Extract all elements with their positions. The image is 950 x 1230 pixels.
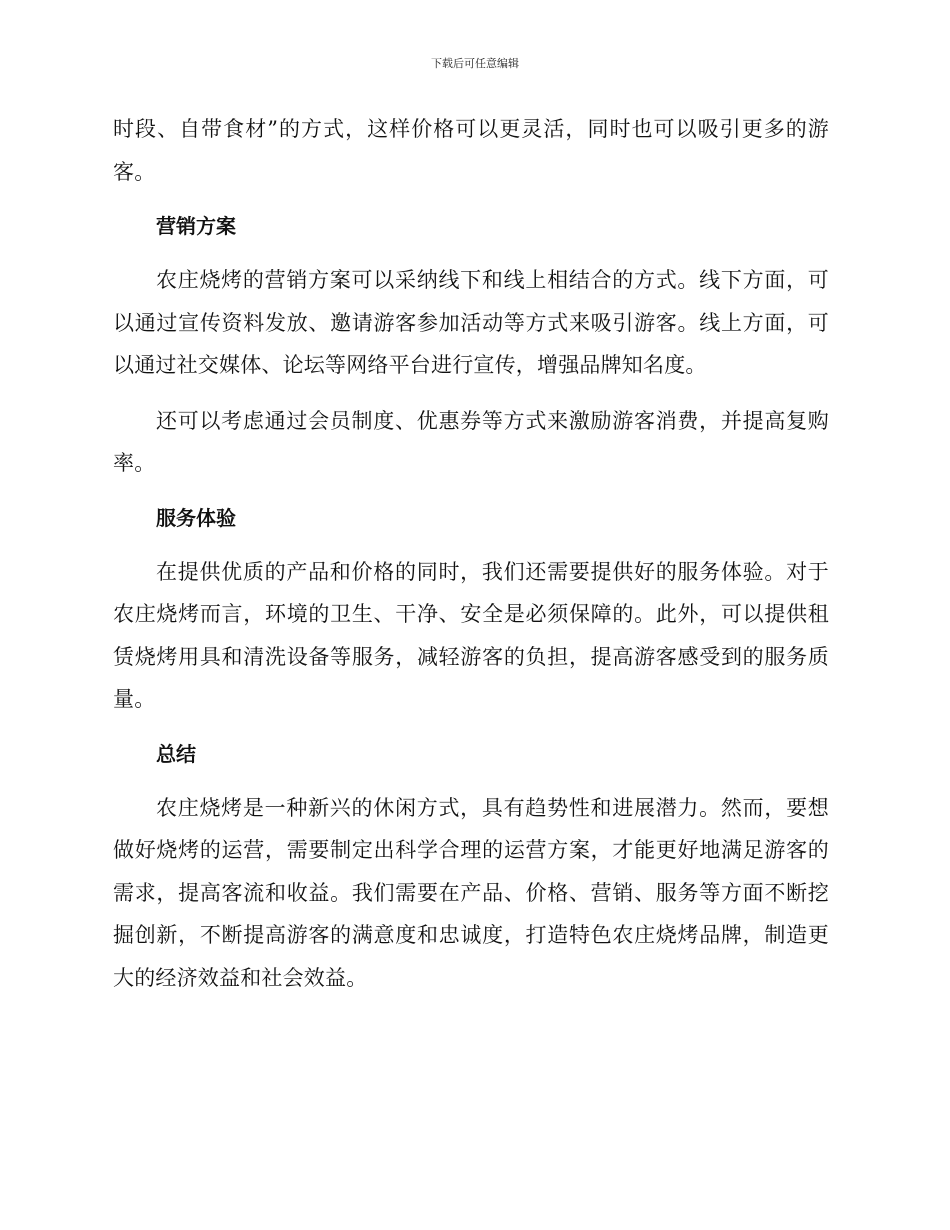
- heading-marketing: 营销方案: [156, 214, 236, 238]
- paragraph-continued: 时段、自带食材”的方式，这样价格可以更灵活，同时也可以吸引更多的游客。: [113, 117, 829, 184]
- paragraph-summary: 农庄烧烤是一种新兴的休闲方式，具有趋势性和进展潜力。然而，要想做好烧烤的运营，需要制定出科学合理的运营方案，才能更好地满足游客的需求，提高客流和收益。我们需要在产品、价格、营销、服务等方面不断挖掘创新，不断提高游客的满意度和忠诚度，打造特色农庄烧烤品牌，制造更大的经济效益和社会效益。: [113, 795, 829, 990]
- paragraph-membership: 还可以考虑通过会员制度、优惠券等方式来激励游客消费，并提高复购率。: [113, 408, 829, 475]
- heading-service: 服务体验: [156, 505, 236, 530]
- heading-summary: 总结: [156, 741, 196, 766]
- document-body: [113, 108, 829, 999]
- paragraph-marketing-plan: 农庄烧烤的营销方案可以采纳线下和线上相结合的方式。线下方面，可以通过宣传资料发放、邀请游客参加活动等方式来吸引游客。线上方面，可以通过社交媒体、论坛等网络平台进行宣传，增强品牌知名度。: [113, 268, 829, 377]
- paragraph-service-experience: 在提供优质的产品和价格的同时，我们还需要提供好的服务体验。对于农庄烧烤而言，环境的卫生、干净、安全是必须保障的。此外，可以提供租赁烧烤用具和清洗设备等服务，减轻游客的负担，提高游客感受到的服务质量。: [113, 559, 829, 711]
- page-header: 下载后可任意编辑: [431, 57, 519, 70]
